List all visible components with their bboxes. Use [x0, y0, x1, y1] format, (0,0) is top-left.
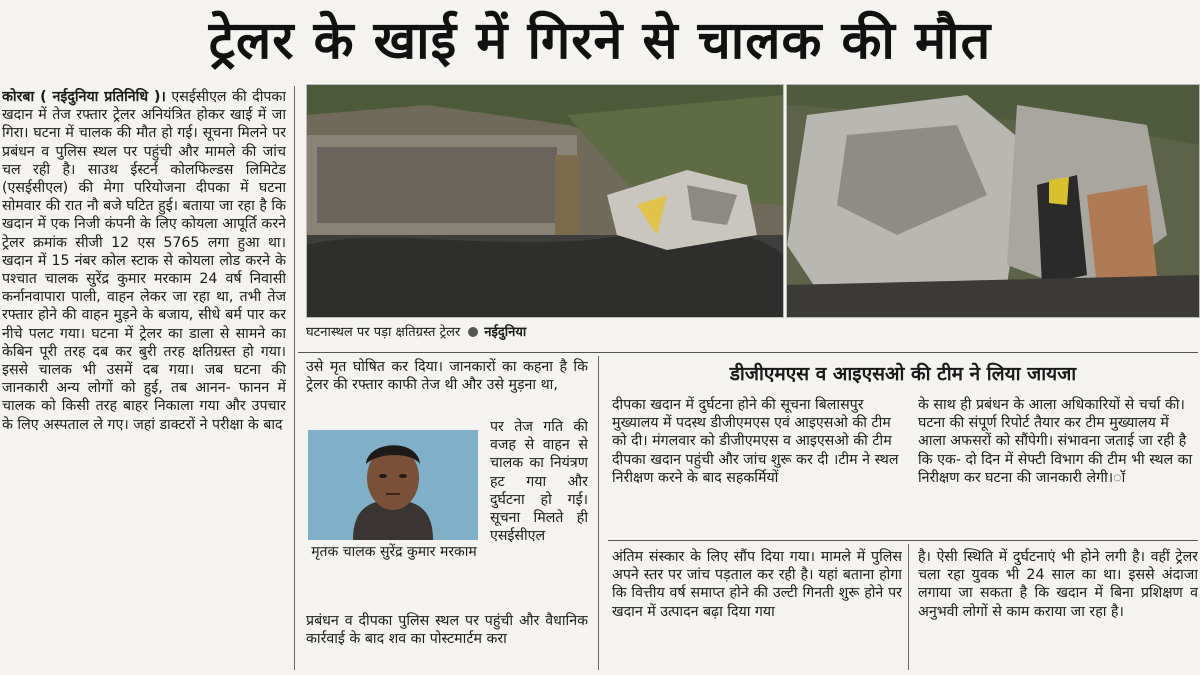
article-column-1 [2, 88, 286, 670]
column-2-top-text: उसे मृत घोषित कर दिया। जानकारों का कहना है कि ट्रेलर की रफ्तार काफी तेज थी और उसे मुड़ना था, [306, 359, 588, 394]
section-divider [298, 352, 1198, 353]
column-1-text: एसईसीएल की दीपका खदान में तेज रफ्तार ट्रेलर अनियंत्रित होकर खाई में जा गिरा। घटना में चालक की मौत हो गई। सूचना मिलने पर प्रबंधन व पुलिस स्थल पर पहुंची और मामले की जांच चल रही है। साउथ ईस्टर्न कोलफिल्डस लिमिटेड (एसईसीएल) की मेगा परियोजना दीपका में घटना सोमवार की रात नौ बजे घटित हुई। बताया जा रहा है कि खदान में एक निजी कंपनी के लिए कोयला आपूर्ति करने ट्रेलर क्रमांक सीजी 12 एस 5765 लगा हुआ था। खदान में 15 नंबर कोल स्टाक से कोयला लोड करने के पश्चात चालक सुरेंद्र कुमार मरकाम 24 वर्ष निवासी कर्नानवापारा पाली, वाहन लेकर जा रहा था, तभी तेज रफ्तार होने की वाहन मुड़ने के बजाय, सीधे बर्म पार कर नीचे पलट गया। घटना में ट्रेलर का डाला से सामने का केबिन पूरी तरह दब कर बुरी तरह क्षतिग्रस्त हो गया। इससे चालक भी उसमें दब गया। जब घटना की जानकारी अन्य लोगों को हुई, तब आनन- फानन में चालक को किसी तरह बाहर निकाला गया और उपचार के लिए अस्पताल ले गए। जहां डाक्टरों ने परीक्षा के बाद [2, 89, 286, 433]
trailer-overturned-photo [307, 85, 783, 317]
column-divider [598, 356, 599, 670]
article-column-2-top [306, 358, 588, 424]
subheadline: डीजीएमएस व आइएसओ की टीम ने लिया जायजा [729, 363, 1077, 385]
article-column-2-narrow [490, 418, 588, 612]
article-column-2-bottom [306, 612, 588, 670]
photo-caption-text: घटनास्थल पर पड़ा क्षतिग्रस्त ट्रेलर [306, 325, 461, 340]
damaged-cabin-photo [787, 85, 1199, 317]
article-column-3 [612, 396, 902, 534]
photo-credit: नईदुनिया [484, 325, 527, 340]
column-3-text: दीपका खदान में दुर्घटना होने की सूचना बिलासपुर मुख्यालय में पदस्थ डीजीएमएस एवं आइएसओ की टीम को दी। मंगलवार को डीजीएमएस व आइएसओ की टीम दीपका खदान पहुंची और जांच शुरू कर दी ।टीम ने स्थल निरीक्षण करने के बाद सहकर्मियों [612, 397, 899, 486]
byline: कोरबा ( नईदुनिया प्रतिनिधि )। [2, 89, 166, 105]
portrait-photo [308, 430, 478, 540]
accident-photo-left [306, 84, 784, 318]
section-divider [608, 540, 1198, 541]
article-column-6 [918, 548, 1198, 670]
photo-caption [306, 322, 906, 344]
column-2-narrow-text: पर तेज गति की वजह से वाहन से चालक का नियंत्रण हट गया और दुर्घटना हो गई। सूचना मिलते ही एसईसीएल [490, 419, 588, 545]
column-divider [908, 544, 909, 670]
driver-portrait [308, 430, 478, 540]
article-column-5 [612, 548, 902, 670]
column-5-text: अंतिम संस्कार के लिए सौंप दिया गया। मामले में पुलिस अपने स्तर पर जांच पड़ताल कर रही है। यहां बताना होगा कि वित्तीय वर्ष समाप्त होने की उल्टी गिनती शुरू होने पर खदान में उत्पादन बढ़ा दिया गया [612, 549, 902, 620]
column-divider [294, 86, 295, 670]
bullet-icon [468, 327, 478, 337]
column-4-text: के साथ ही प्रबंधन के आला अधिकारियों से चर्चा की। घटना की संपूर्ण रिपोर्ट तैयार कर टीम मुख्यालय में आला अफसरों को सौंपेगी। संभावना जताई जा रही है कि एक- दो दिन में सेफ्टी विभाग की टीम भी स्थल का निरीक्षण कर घटना की जानकारी लेगी।ॉ [918, 397, 1193, 486]
column-2-bottom-text: प्रबंधन व दीपका पुलिस स्थल पर पहुंची और वैधानिक कार्रवाई के बाद शव का पोस्टमार्टम करा [306, 613, 588, 648]
column-6-text: है। ऐसी स्थिति में दुर्घटनाएं भी होने लगी है। वहीं ट्रेलर चला रहा युवक भी 24 साल का था। इससे अंदाजा लगाया जा सकता है कि खदान में बिना प्रशिक्षण व अनुभवी लोगों से काम कराया जा रहा है। [918, 549, 1198, 620]
headline: ट्रेलर के खाई में गिरने से चालक की मौत [208, 11, 992, 71]
portrait-caption: मृतक चालक सुरेंद्र कुमार मरकाम [311, 544, 477, 560]
article-column-4 [918, 396, 1198, 534]
accident-photo-right [786, 84, 1200, 318]
